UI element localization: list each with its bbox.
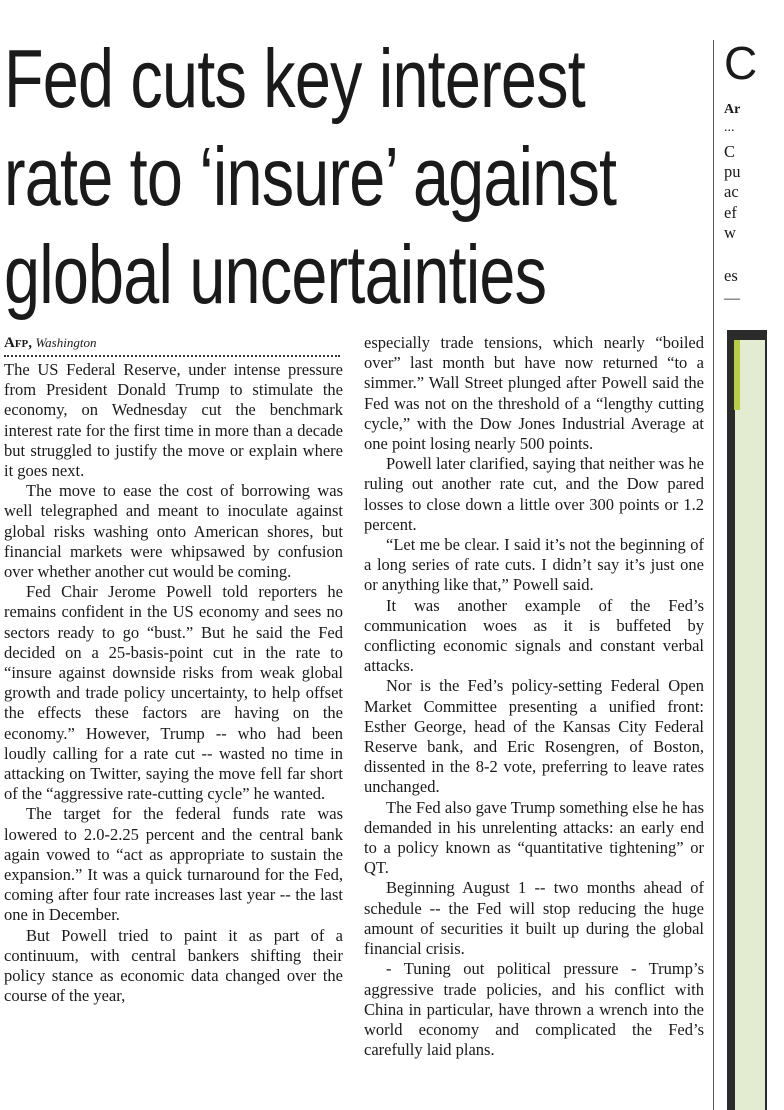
adjacent-dots-fragment: ... [724,120,735,135]
advertisement-panel [735,340,765,1110]
column-divider [713,40,714,1110]
article-column-left [4,333,343,1007]
headline-line: Fed cuts key interest [4,32,585,125]
headline-line: global uncertainties [4,228,547,321]
byline-location: Washington [35,335,97,350]
paragraph: Fed Chair Jerome Powell told reporters he remains confident in the US economy and sees no sectors ready to go “bust.” But he said the Fed decided on a 25-basis-point cut in the rate to “insure against downside risks from weak global growth and trade policy uncertainty, to help offset the effects these factors are having on the economy.” However, Trump -- who had been loudly calling for a rate cut -- wasted no time in attacking on Twitter, saying the move fell far short of the “aggressive rate-cutting cycle” he wanted. [4,582,343,804]
byline-dotted-rule [4,355,340,357]
paragraph: Nor is the Fed’s policy-setting Federal Open Market Committee presenting a unified front: Esther George, head of the Kansas City Federal Reserve bank, and Eric Rosengren, of Boston, dissented in the 8-2 vote, preferring to leave rates unchanged. [364,676,704,797]
paragraph: Powell later clarified, saying that neither was he ruling out another rate cut, and the Dow pared losses to close down a little over 300 points or 1.2 percent. [364,454,704,534]
headline-line: rate to ‘insure’ against [4,130,617,223]
paragraph: The US Federal Reserve, under intense pressure from President Donald Trump to stimulate the economy, on Wednesday cut the benchmark interest rate for the first time in more than a decade but struggled to justify the move or explain where it goes next. [4,360,343,481]
byline [4,333,343,355]
adjacent-byline-fragment: Ar [724,102,741,117]
article-headline [4,30,617,324]
article-column-middle [364,333,704,1060]
adjacent-text-line: ef [724,202,737,222]
adjacent-text-line: w [724,222,736,242]
byline-agency: Afp, [4,335,33,351]
paragraph: “Let me be clear. I said it’s not the beginning of a long series of rate cuts. I didn’t say it’s just one or anything like that,” Powell said. [364,535,704,595]
adjacent-text-fragments [724,142,741,243]
paragraph: But Powell tried to paint it as part of a continuum, with central bankers shifting their policy stance as economic data changed over the course of the year, [4,925,343,1006]
paragraph: - Tuning out political pressure - Trump’s aggressive trade policies, and his conflict with China in particular, have thrown a wrench into the world economy and complicated the Fed’s carefully laid plans. [364,959,704,1060]
adjacent-tail-fragment: es [724,266,738,285]
paragraph: The move to ease the cost of borrowing was well telegraphed and meant to inoculate against global risks washing onto American shores, but financial markets were whipsawed by confusion over whether another cut would be coming. [4,481,343,582]
paragraph: The Fed also gave Trump something else he has demanded in his unrelenting attacks: an early end to a policy known as “quantitative tightening” or QT. [364,797,704,878]
paragraph: It was another example of the Fed’s communication woes as it is buffeted by conflicting economic signals and constant verbal attacks. [364,595,704,676]
adjacent-text-line: ac [724,182,739,202]
adjacent-dash-fragment: — [724,290,740,307]
advertisement-accent-stripe [734,340,740,410]
adjacent-text-line: pu [724,162,741,182]
paragraph: especially trade tensions, which nearly “boiled over” last month but have now returned “to a simmer.” Wall Street plunged after Powell said the Fed was not on the threshold of a “lengthy cutting cycle,” with the Dow Jones Industrial Average at one point losing nearly 500 points. [364,333,704,454]
paragraph: The target for the federal funds rate was lowered to 2.0-2.25 percent and the central bank again vowed to “act as appropriate to sustain the expansion.” It was a quick turnaround for the Fed, coming after four rate increases last year -- the last one in December. [4,804,343,925]
paragraph: Beginning August 1 -- two months ahead of schedule -- the Fed will stop reducing the huge amount of securities it built up during the global financial crisis. [364,878,704,959]
adjacent-text-line: C [724,142,736,161]
adjacent-headline-fragment: C [724,37,758,89]
